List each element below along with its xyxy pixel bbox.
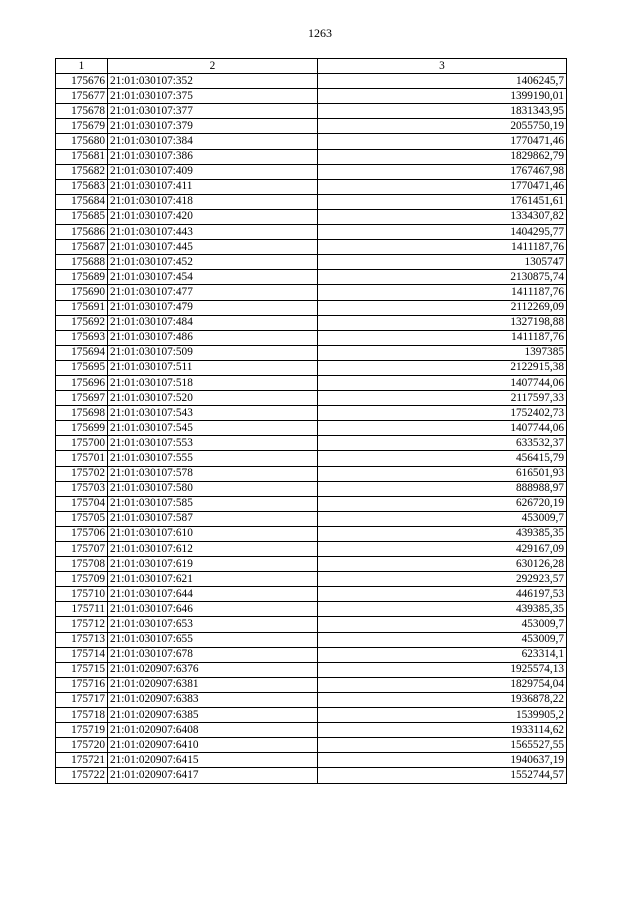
value-cell: 439385,35: [318, 526, 567, 541]
row-number-cell: 175702: [56, 466, 108, 481]
value-cell: 1565527,55: [318, 738, 567, 753]
cadastral-number-cell: 21:01:030107:646: [108, 602, 318, 617]
value-cell: 630126,28: [318, 557, 567, 572]
cadastral-number-cell: 21:01:030107:619: [108, 557, 318, 572]
value-cell: 2117597,33: [318, 391, 567, 406]
cadastral-number-cell: 21:01:020907:6410: [108, 738, 318, 753]
value-cell: 626720,19: [318, 496, 567, 511]
value-cell: 1411187,76: [318, 330, 567, 345]
cadastral-number-cell: 21:01:030107:545: [108, 421, 318, 436]
value-cell: 633532,37: [318, 436, 567, 451]
table-row: [56, 209, 567, 224]
table-row: [56, 315, 567, 330]
row-number-cell: 175676: [56, 74, 108, 89]
value-cell: 1334307,82: [318, 209, 567, 224]
row-number-cell: 175704: [56, 496, 108, 511]
row-number-cell: 175681: [56, 149, 108, 164]
cadastral-number-cell: 21:01:030107:578: [108, 466, 318, 481]
page-number: 1263: [308, 26, 332, 40]
table-row: [56, 768, 567, 783]
value-cell: 1940637,19: [318, 753, 567, 768]
row-number-cell: 175684: [56, 194, 108, 209]
cadastral-number-cell: 21:01:030107:644: [108, 587, 318, 602]
table-row: [56, 345, 567, 360]
table-row: [56, 587, 567, 602]
table-row: [56, 602, 567, 617]
cadastral-number-cell: 21:01:020907:6376: [108, 662, 318, 677]
value-cell: 1397385: [318, 345, 567, 360]
row-number-cell: 175714: [56, 647, 108, 662]
value-cell: 1770471,46: [318, 134, 567, 149]
cadastral-number-cell: 21:01:030107:511: [108, 360, 318, 375]
row-number-cell: 175682: [56, 164, 108, 179]
table-row: [56, 119, 567, 134]
row-number-cell: 175687: [56, 240, 108, 255]
table-row: [56, 285, 567, 300]
value-cell: 1404295,77: [318, 225, 567, 240]
table-row: [56, 572, 567, 587]
cadastral-number-cell: 21:01:030107:445: [108, 240, 318, 255]
cadastral-number-cell: 21:01:030107:411: [108, 179, 318, 194]
row-number-cell: 175703: [56, 481, 108, 496]
row-number-cell: 175696: [56, 375, 108, 390]
cadastral-number-cell: 21:01:030107:409: [108, 164, 318, 179]
value-cell: 1407744,06: [318, 421, 567, 436]
row-number-cell: 175689: [56, 270, 108, 285]
row-number-cell: 175698: [56, 406, 108, 421]
table-row: [56, 330, 567, 345]
table-row: [56, 753, 567, 768]
data-table: [55, 58, 567, 784]
cadastral-number-cell: 21:01:030107:678: [108, 647, 318, 662]
value-cell: 446197,53: [318, 587, 567, 602]
table-row: [56, 466, 567, 481]
row-number-cell: 175705: [56, 511, 108, 526]
cadastral-number-cell: 21:01:030107:653: [108, 617, 318, 632]
row-number-cell: 175692: [56, 315, 108, 330]
cadastral-number-cell: 21:01:020907:6383: [108, 692, 318, 707]
value-cell: 888988,97: [318, 481, 567, 496]
row-number-cell: 175719: [56, 723, 108, 738]
column-header-2: 2: [108, 59, 318, 74]
cadastral-number-cell: 21:01:020907:6417: [108, 768, 318, 783]
row-number-cell: 175683: [56, 179, 108, 194]
row-number-cell: 175695: [56, 360, 108, 375]
value-cell: 1770471,46: [318, 179, 567, 194]
table-row: [56, 194, 567, 209]
table-row: [56, 300, 567, 315]
row-number-cell: 175685: [56, 209, 108, 224]
row-number-cell: 175700: [56, 436, 108, 451]
row-number-cell: 175716: [56, 677, 108, 692]
value-cell: 623314,1: [318, 647, 567, 662]
row-number-cell: 175718: [56, 708, 108, 723]
table-row: [56, 662, 567, 677]
cadastral-number-cell: 21:01:030107:377: [108, 104, 318, 119]
table-row: [56, 255, 567, 270]
cadastral-number-cell: 21:01:030107:655: [108, 632, 318, 647]
cadastral-number-cell: 21:01:030107:555: [108, 451, 318, 466]
cadastral-number-cell: 21:01:020907:6408: [108, 723, 318, 738]
table-row: [56, 496, 567, 511]
value-cell: 2130875,74: [318, 270, 567, 285]
cadastral-number-cell: 21:01:030107:479: [108, 300, 318, 315]
value-cell: 1399190,01: [318, 89, 567, 104]
value-cell: 439385,35: [318, 602, 567, 617]
value-cell: 429167,09: [318, 542, 567, 557]
value-cell: 2055750,19: [318, 119, 567, 134]
row-number-cell: 175715: [56, 662, 108, 677]
value-cell: 1829754,04: [318, 677, 567, 692]
row-number-cell: 175699: [56, 421, 108, 436]
cadastral-number-cell: 21:01:030107:553: [108, 436, 318, 451]
cadastral-number-cell: 21:01:030107:587: [108, 511, 318, 526]
table-row: [56, 542, 567, 557]
row-number-cell: 175710: [56, 587, 108, 602]
cadastral-number-cell: 21:01:030107:520: [108, 391, 318, 406]
row-number-cell: 175717: [56, 692, 108, 707]
table-row: [56, 511, 567, 526]
cadastral-number-cell: 21:01:020907:6385: [108, 708, 318, 723]
cadastral-number-cell: 21:01:030107:610: [108, 526, 318, 541]
row-number-cell: 175720: [56, 738, 108, 753]
table-row: [56, 240, 567, 255]
value-cell: 1936878,22: [318, 692, 567, 707]
cadastral-number-cell: 21:01:030107:443: [108, 225, 318, 240]
value-cell: 1829862,79: [318, 149, 567, 164]
cadastral-number-cell: 21:01:030107:379: [108, 119, 318, 134]
row-number-cell: 175712: [56, 617, 108, 632]
value-cell: 1752402,73: [318, 406, 567, 421]
table-row: [56, 647, 567, 662]
table-row: [56, 677, 567, 692]
value-cell: 1831343,95: [318, 104, 567, 119]
cadastral-number-cell: 21:01:030107:486: [108, 330, 318, 345]
column-header-3: 3: [318, 59, 567, 74]
table-row: [56, 225, 567, 240]
value-cell: 453009,7: [318, 617, 567, 632]
table-row: [56, 104, 567, 119]
table-row: [56, 738, 567, 753]
value-cell: 1933114,62: [318, 723, 567, 738]
value-cell: 1406245,7: [318, 74, 567, 89]
row-number-cell: 175686: [56, 225, 108, 240]
row-number-cell: 175708: [56, 557, 108, 572]
value-cell: 1407744,06: [318, 375, 567, 390]
cadastral-number-cell: 21:01:030107:375: [108, 89, 318, 104]
cadastral-number-cell: 21:01:030107:477: [108, 285, 318, 300]
table-row: [56, 179, 567, 194]
row-number-cell: 175680: [56, 134, 108, 149]
value-cell: 2112269,09: [318, 300, 567, 315]
value-cell: 1761451,61: [318, 194, 567, 209]
value-cell: 1411187,76: [318, 285, 567, 300]
value-cell: 1552744,57: [318, 768, 567, 783]
table-row: [56, 436, 567, 451]
row-number-cell: 175721: [56, 753, 108, 768]
cadastral-number-cell: 21:01:030107:384: [108, 134, 318, 149]
cadastral-number-cell: 21:01:030107:418: [108, 194, 318, 209]
table-row: [56, 74, 567, 89]
cadastral-number-cell: 21:01:030107:420: [108, 209, 318, 224]
cadastral-number-cell: 21:01:030107:543: [108, 406, 318, 421]
value-cell: 1539905,2: [318, 708, 567, 723]
table-row: [56, 526, 567, 541]
table-row: [56, 164, 567, 179]
cadastral-number-cell: 21:01:030107:452: [108, 255, 318, 270]
cadastral-number-cell: 21:01:030107:509: [108, 345, 318, 360]
table-row: [56, 89, 567, 104]
value-cell: 456415,79: [318, 451, 567, 466]
value-cell: 1327198,88: [318, 315, 567, 330]
table-row: [56, 723, 567, 738]
table-row: [56, 617, 567, 632]
cadastral-number-cell: 21:01:020907:6381: [108, 677, 318, 692]
cadastral-number-cell: 21:01:030107:484: [108, 315, 318, 330]
cadastral-number-cell: 21:01:030107:621: [108, 572, 318, 587]
header-row: [56, 59, 567, 74]
table-row: [56, 557, 567, 572]
row-number-cell: 175713: [56, 632, 108, 647]
row-number-cell: 175711: [56, 602, 108, 617]
value-cell: 1925574,13: [318, 662, 567, 677]
cadastral-number-cell: 21:01:020907:6415: [108, 753, 318, 768]
row-number-cell: 175722: [56, 768, 108, 783]
row-number-cell: 175678: [56, 104, 108, 119]
table-row: [56, 451, 567, 466]
row-number-cell: 175679: [56, 119, 108, 134]
cadastral-number-cell: 21:01:030107:580: [108, 481, 318, 496]
cadastral-number-cell: 21:01:030107:585: [108, 496, 318, 511]
table-row: [56, 632, 567, 647]
value-cell: 2122915,38: [318, 360, 567, 375]
row-number-cell: 175701: [56, 451, 108, 466]
value-cell: 1411187,76: [318, 240, 567, 255]
table-row: [56, 391, 567, 406]
row-number-cell: 175707: [56, 542, 108, 557]
row-number-cell: 175690: [56, 285, 108, 300]
table-row: [56, 375, 567, 390]
row-number-cell: 175691: [56, 300, 108, 315]
row-number-cell: 175693: [56, 330, 108, 345]
table-row: [56, 134, 567, 149]
column-header-1: 1: [56, 59, 108, 74]
value-cell: 616501,93: [318, 466, 567, 481]
value-cell: 292923,57: [318, 572, 567, 587]
table-row: [56, 149, 567, 164]
value-cell: 453009,7: [318, 511, 567, 526]
table-row: [56, 421, 567, 436]
cadastral-number-cell: 21:01:030107:386: [108, 149, 318, 164]
row-number-cell: 175677: [56, 89, 108, 104]
cadastral-number-cell: 21:01:030107:612: [108, 542, 318, 557]
value-cell: 453009,7: [318, 632, 567, 647]
row-number-cell: 175694: [56, 345, 108, 360]
row-number-cell: 175706: [56, 526, 108, 541]
table-row: [56, 692, 567, 707]
row-number-cell: 175709: [56, 572, 108, 587]
value-cell: 1305747: [318, 255, 567, 270]
row-number-cell: 175688: [56, 255, 108, 270]
cadastral-number-cell: 21:01:030107:352: [108, 74, 318, 89]
cadastral-number-cell: 21:01:030107:454: [108, 270, 318, 285]
table-row: [56, 270, 567, 285]
table-row: [56, 360, 567, 375]
row-number-cell: 175697: [56, 391, 108, 406]
table-row: [56, 406, 567, 421]
table-row: [56, 481, 567, 496]
value-cell: 1767467,98: [318, 164, 567, 179]
table-row: [56, 708, 567, 723]
table-body: [56, 74, 567, 783]
cadastral-number-cell: 21:01:030107:518: [108, 375, 318, 390]
